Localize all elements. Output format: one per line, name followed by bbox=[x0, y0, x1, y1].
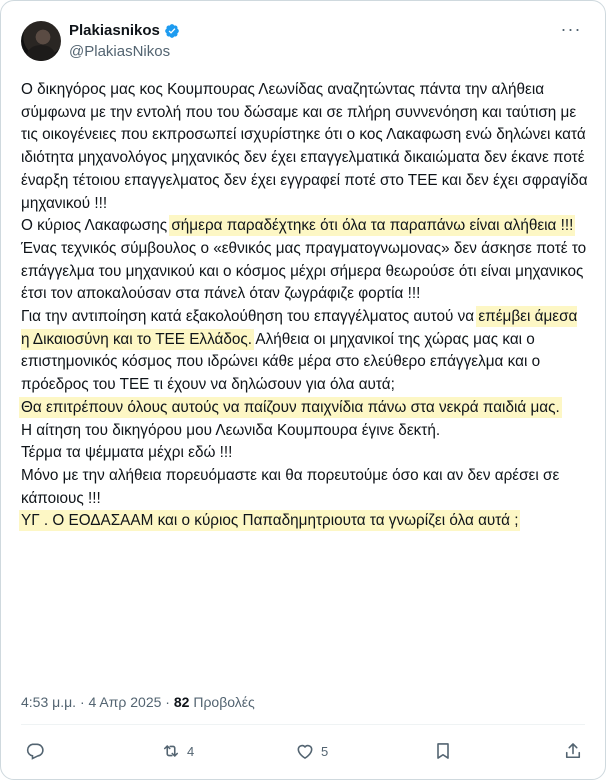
post-date[interactable]: 4 Απρ 2025 bbox=[88, 694, 162, 710]
post-header bbox=[21, 19, 585, 67]
views-count: 82 bbox=[173, 694, 190, 710]
bookmark-button[interactable] bbox=[433, 739, 453, 763]
more-options-icon[interactable]: ··· bbox=[560, 19, 582, 39]
meta-separator: · bbox=[161, 694, 174, 710]
post-meta bbox=[21, 694, 255, 710]
post-paragraph bbox=[21, 510, 589, 533]
author-handle[interactable]: @PlakiasNikos bbox=[69, 43, 171, 60]
reply-button[interactable] bbox=[25, 739, 51, 763]
author-name[interactable]: Plakiasnikos bbox=[69, 22, 160, 39]
divider bbox=[21, 724, 585, 725]
post-time[interactable]: 4:53 μ.μ. bbox=[21, 694, 77, 710]
highlighted-text: σήμερα παραδέχτηκε ότι όλα τα παραπάνω είναι αλήθεια !!! bbox=[171, 217, 574, 235]
verified-badge-icon bbox=[164, 23, 180, 39]
post-paragraph bbox=[21, 306, 589, 397]
like-button[interactable] bbox=[295, 739, 328, 763]
post-text-segment: Για την αντιποίηση κατά εξακολούθηση του επαγγέλματος αυτού να bbox=[21, 308, 479, 326]
avatar[interactable] bbox=[21, 21, 61, 61]
action-bar bbox=[21, 739, 585, 767]
post-text-segment: Αλήθεια οι μηχανικοί της χώρας μας και ο επιστημονικός κόσμος που ιδρώνει κάθε μέρα στο ελεύθερο επάγγελμα και ο πρόεδρος του ΤΕΕ τι έχουν να δηλώσουν για όλα αυτά; bbox=[21, 330, 541, 394]
author-row bbox=[69, 22, 180, 39]
views-label: Προβολές bbox=[189, 694, 255, 710]
like-count: 5 bbox=[321, 743, 329, 759]
retweet-icon bbox=[161, 741, 181, 761]
reply-icon bbox=[25, 741, 45, 761]
meta-separator: · bbox=[76, 694, 89, 710]
post-text-segment: Ο κύριος Λακαφωσης bbox=[21, 217, 172, 235]
post-text bbox=[21, 79, 589, 533]
heart-icon bbox=[295, 741, 315, 761]
highlighted-text: ΥΓ . Ο ΕΟΔΑΣΑΑΜ και ο κύριος Παπαδημητριουτα τα γνωρίζει όλα αυτά ; bbox=[21, 512, 519, 530]
highlighted-text: επέμβει άμεσα η Δικαιοσύνη και το ΤΕΕ Ελλάδος. bbox=[21, 308, 578, 348]
post-paragraph bbox=[21, 397, 589, 420]
share-icon bbox=[563, 741, 583, 761]
post-paragraph bbox=[21, 215, 589, 238]
highlighted-text: Θα επιτρέπουν όλους αυτούς να παίζουν παιχνίδια πάνω στα νεκρά παιδιά μας. bbox=[21, 398, 560, 416]
share-button[interactable] bbox=[563, 739, 583, 763]
post-paragraph: Ένας τεχνικός σύμβουλος ο «εθνικός μας πραγματογνωμονας» δεν άσκησε ποτέ το επάγγελμα του μηχανικού και ο κόσμος μέχρι σήμερα θεωρούσε ότι είναι μηχανικος έτσι τον αποκαλούσαν στα πάνελ όταν ζωγράφιζε φορτία !!! bbox=[21, 239, 587, 303]
post-paragraph: Ο δικηγόρος μας κος Κουμπουρας Λεωνίδας αναζητώντας πάντα την αλήθεια σύμφωνα με την εντολή που του δώσαμε και σε πλήρη συννενόηση και ταύτιση με τις οικογένειες που εκπροσωπεί ισχυρίστηκε ότι ο κος Λακαφωση ενώ δηλώνει κατά ιδιότητα μηχανολόγος μηχανικός δεν έχει επαγγελματικά δικαιώματα δεν έκανε ποτέ έναρξη τέτοιου επαγγελματος δεν έχει εγγραφεί ποτέ στο ΤΕΕ και δεν έχει σφραγίδα μηχανικού !!! bbox=[21, 81, 588, 212]
retweet-count: 4 bbox=[187, 743, 195, 759]
post-paragraph: Η αίτηση του δικηγόρου μου Λεωνιδα Κουμπουρα έγινε δεκτή. bbox=[21, 421, 441, 439]
post-paragraph: Τέρμα τα ψέμματα μέχρι εδώ !!! bbox=[21, 444, 233, 462]
bookmark-icon bbox=[433, 741, 453, 761]
post-paragraph: Μόνο με την αλήθεια πορευόμαστε και θα πορευτούμε όσο και αν δεν αρέσει σε κάποιους !!! bbox=[21, 466, 560, 507]
retweet-button[interactable] bbox=[161, 739, 194, 763]
